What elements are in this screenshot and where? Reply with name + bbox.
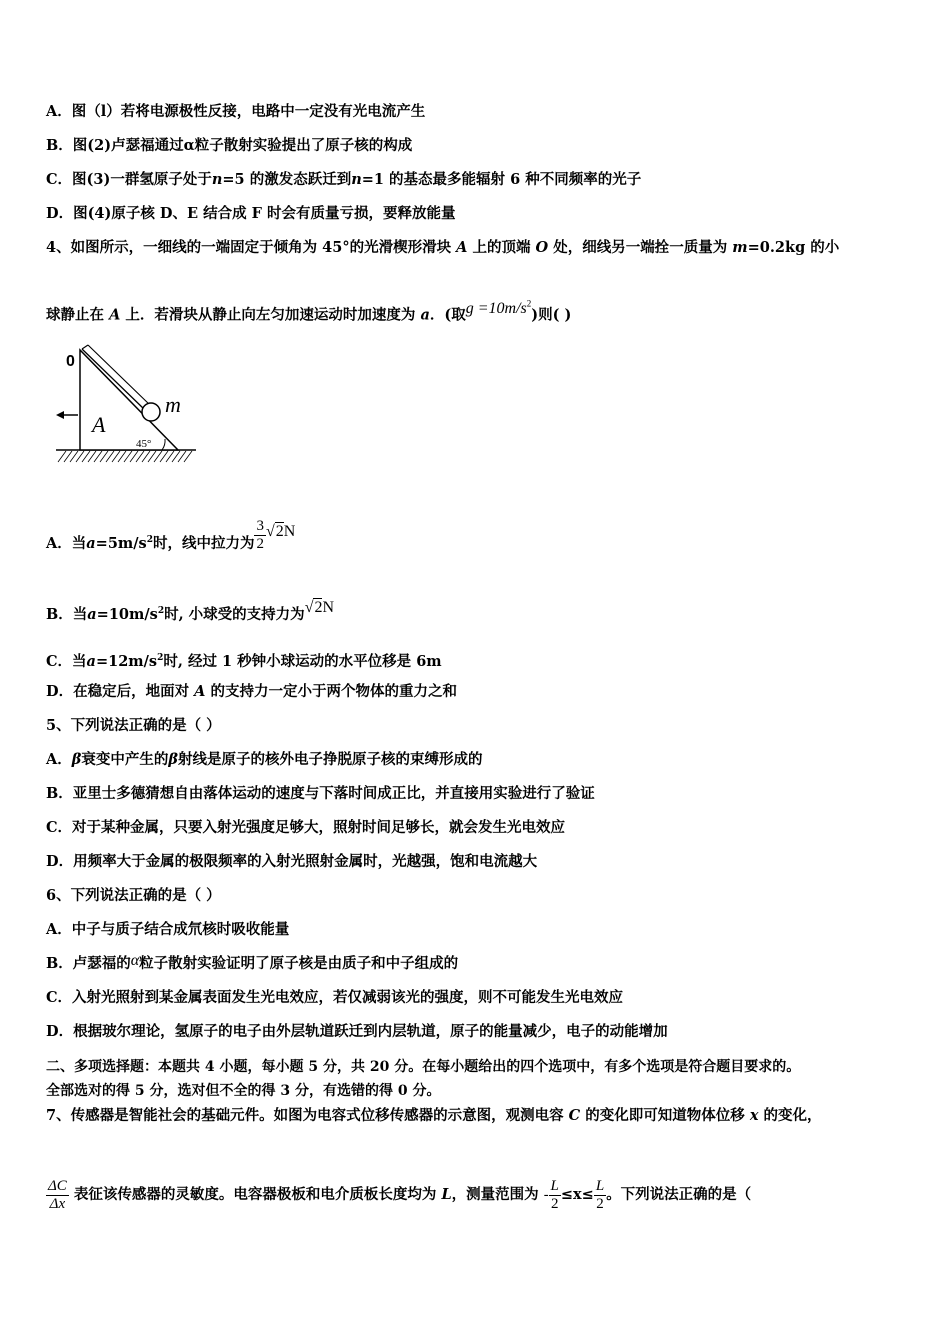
q6-stem: 6、下列说法正确的是（ ） [46, 887, 221, 904]
fraction-neg-l-2: $\frac{L}{2}$ [550, 1177, 559, 1212]
section2-line1: 二、多项选择题：本题共 4 小题，每小题 5 分，共 20 分。在每小题给出的四个选项中，有多个选项是符合题目要求的。 [46, 1059, 801, 1075]
q5-option-d: D．用频率大于金属的极限频率的入射光照射金属时，光越强，饱和电流越大 [46, 853, 538, 870]
fraction-l-2: $\frac{L}{2}$ [595, 1177, 605, 1212]
q5-option-c: C．对于某种金属，只要入射光强度足够大，照射时间足够长，就会发生光电效应 [46, 819, 566, 836]
label-angle: 45° [136, 438, 152, 450]
q5-option-a: A．β衰变中产生的β射线是原子的核外电子挣脱原子核的束缚形成的 [46, 751, 483, 768]
q3-option-a: A．图（l）若将电源极性反接，电路中一定没有光电流产生 [46, 103, 426, 120]
q5-stem: 5、下列说法正确的是（ ） [46, 717, 221, 734]
q7-stem-line1: 7、传感器是智能社会的基础元件。如图为电容式位移传感器的示意图，观测电容 C 的变化即可知道物体位移 x 的变化， [46, 1107, 822, 1124]
section2-line2: 全部选对的得 5 分，选对但不全的得 3 分，有选错的得 0 分。 [46, 1083, 441, 1099]
q4-option-d: D．在稳定后，地面对 A 的支持力一定小于两个物体的重力之和 [46, 683, 457, 700]
q6-option-d: D．根据玻尔理论，氢原子的电子由外层轨道跃迁到内层轨道，原子的能量减少，电子的动能增加 [46, 1023, 668, 1040]
q3-option-c: C．图(3)一群氢原子处于n=5 的激发态跃迁到n=1 的基态最多能辐射 6 种不同频率的光子 [46, 171, 642, 188]
q4-option-a: A．当$a=5m/s^2$时，线中拉力为 $\frac{3}{2}$ √2N [46, 518, 296, 553]
fraction-3-2: $\frac{3}{2}$ [256, 518, 264, 553]
ball [142, 403, 160, 421]
q7-stem-line2: $\frac{\Delta C}{\Delta x}$ 表征该传感器的灵敏度。电容器极板和电介质板长度均为 L，测量范围为 - $\frac{L}{2}$ ≤x≤ $\frac{L}{2}$ 。下列说法正确的是（ [48, 1177, 752, 1212]
sqrt-2: √2N [265, 522, 296, 540]
q4-option-c: C．当$a=12m/s^2$时, 经过 1 秒钟小球运动的水平位移是 6m [46, 652, 442, 670]
string-top [82, 345, 88, 349]
q6-option-a: A．中子与质子结合成氘核时吸收能量 [46, 921, 290, 938]
arrowhead-icon [56, 411, 64, 419]
q6-option-c: C．入射光照射到某金属表面发生光电效应，若仅减弱该光的强度，则不可能发生光电效应 [46, 989, 624, 1006]
ground [56, 450, 196, 462]
label-m: m [165, 392, 181, 417]
q3-option-b: B．图(2)卢瑟福通过α粒子散射实验提出了原子核的构成 [46, 137, 413, 154]
fraction-dc-dx: $\frac{\Delta C}{\Delta x}$ [48, 1177, 67, 1212]
q3-option-d: D．图(4)原子核 D、E 结合成 F 时会有质量亏损，要释放能量 [46, 205, 456, 222]
g-formula: g =10m/s [465, 300, 527, 318]
q6-option-b: B．卢瑟福的α粒子散射实验证明了原子核是由质子和中子组成的 [46, 952, 459, 972]
q4-stem-line1: 4、如图所示，一细线的一端固定于倾角为 45°的光滑楔形滑块 A 上的顶端 O 处，细线另一端拴一质量为 m=0.2kg 的小 [46, 239, 840, 256]
label-o: 0 [66, 353, 75, 370]
sqrt-2-b: √2N [304, 598, 335, 616]
q5-option-b: B．亚里士多德猜想自由落体运动的速度与下落时间成正比，并直接用实验进行了验证 [46, 785, 595, 802]
wedge-figure [50, 340, 200, 470]
q4-option-b: B．当$a=10m/s^2$时, 小球受的支持力为√2N [46, 598, 335, 623]
label-a: A [92, 412, 106, 437]
q4-stem-line2: 球静止在 A 上．若滑块从静止向左匀加速运动时加速度为 a．(取$g =10m/s^2$)则( ) [46, 299, 572, 324]
